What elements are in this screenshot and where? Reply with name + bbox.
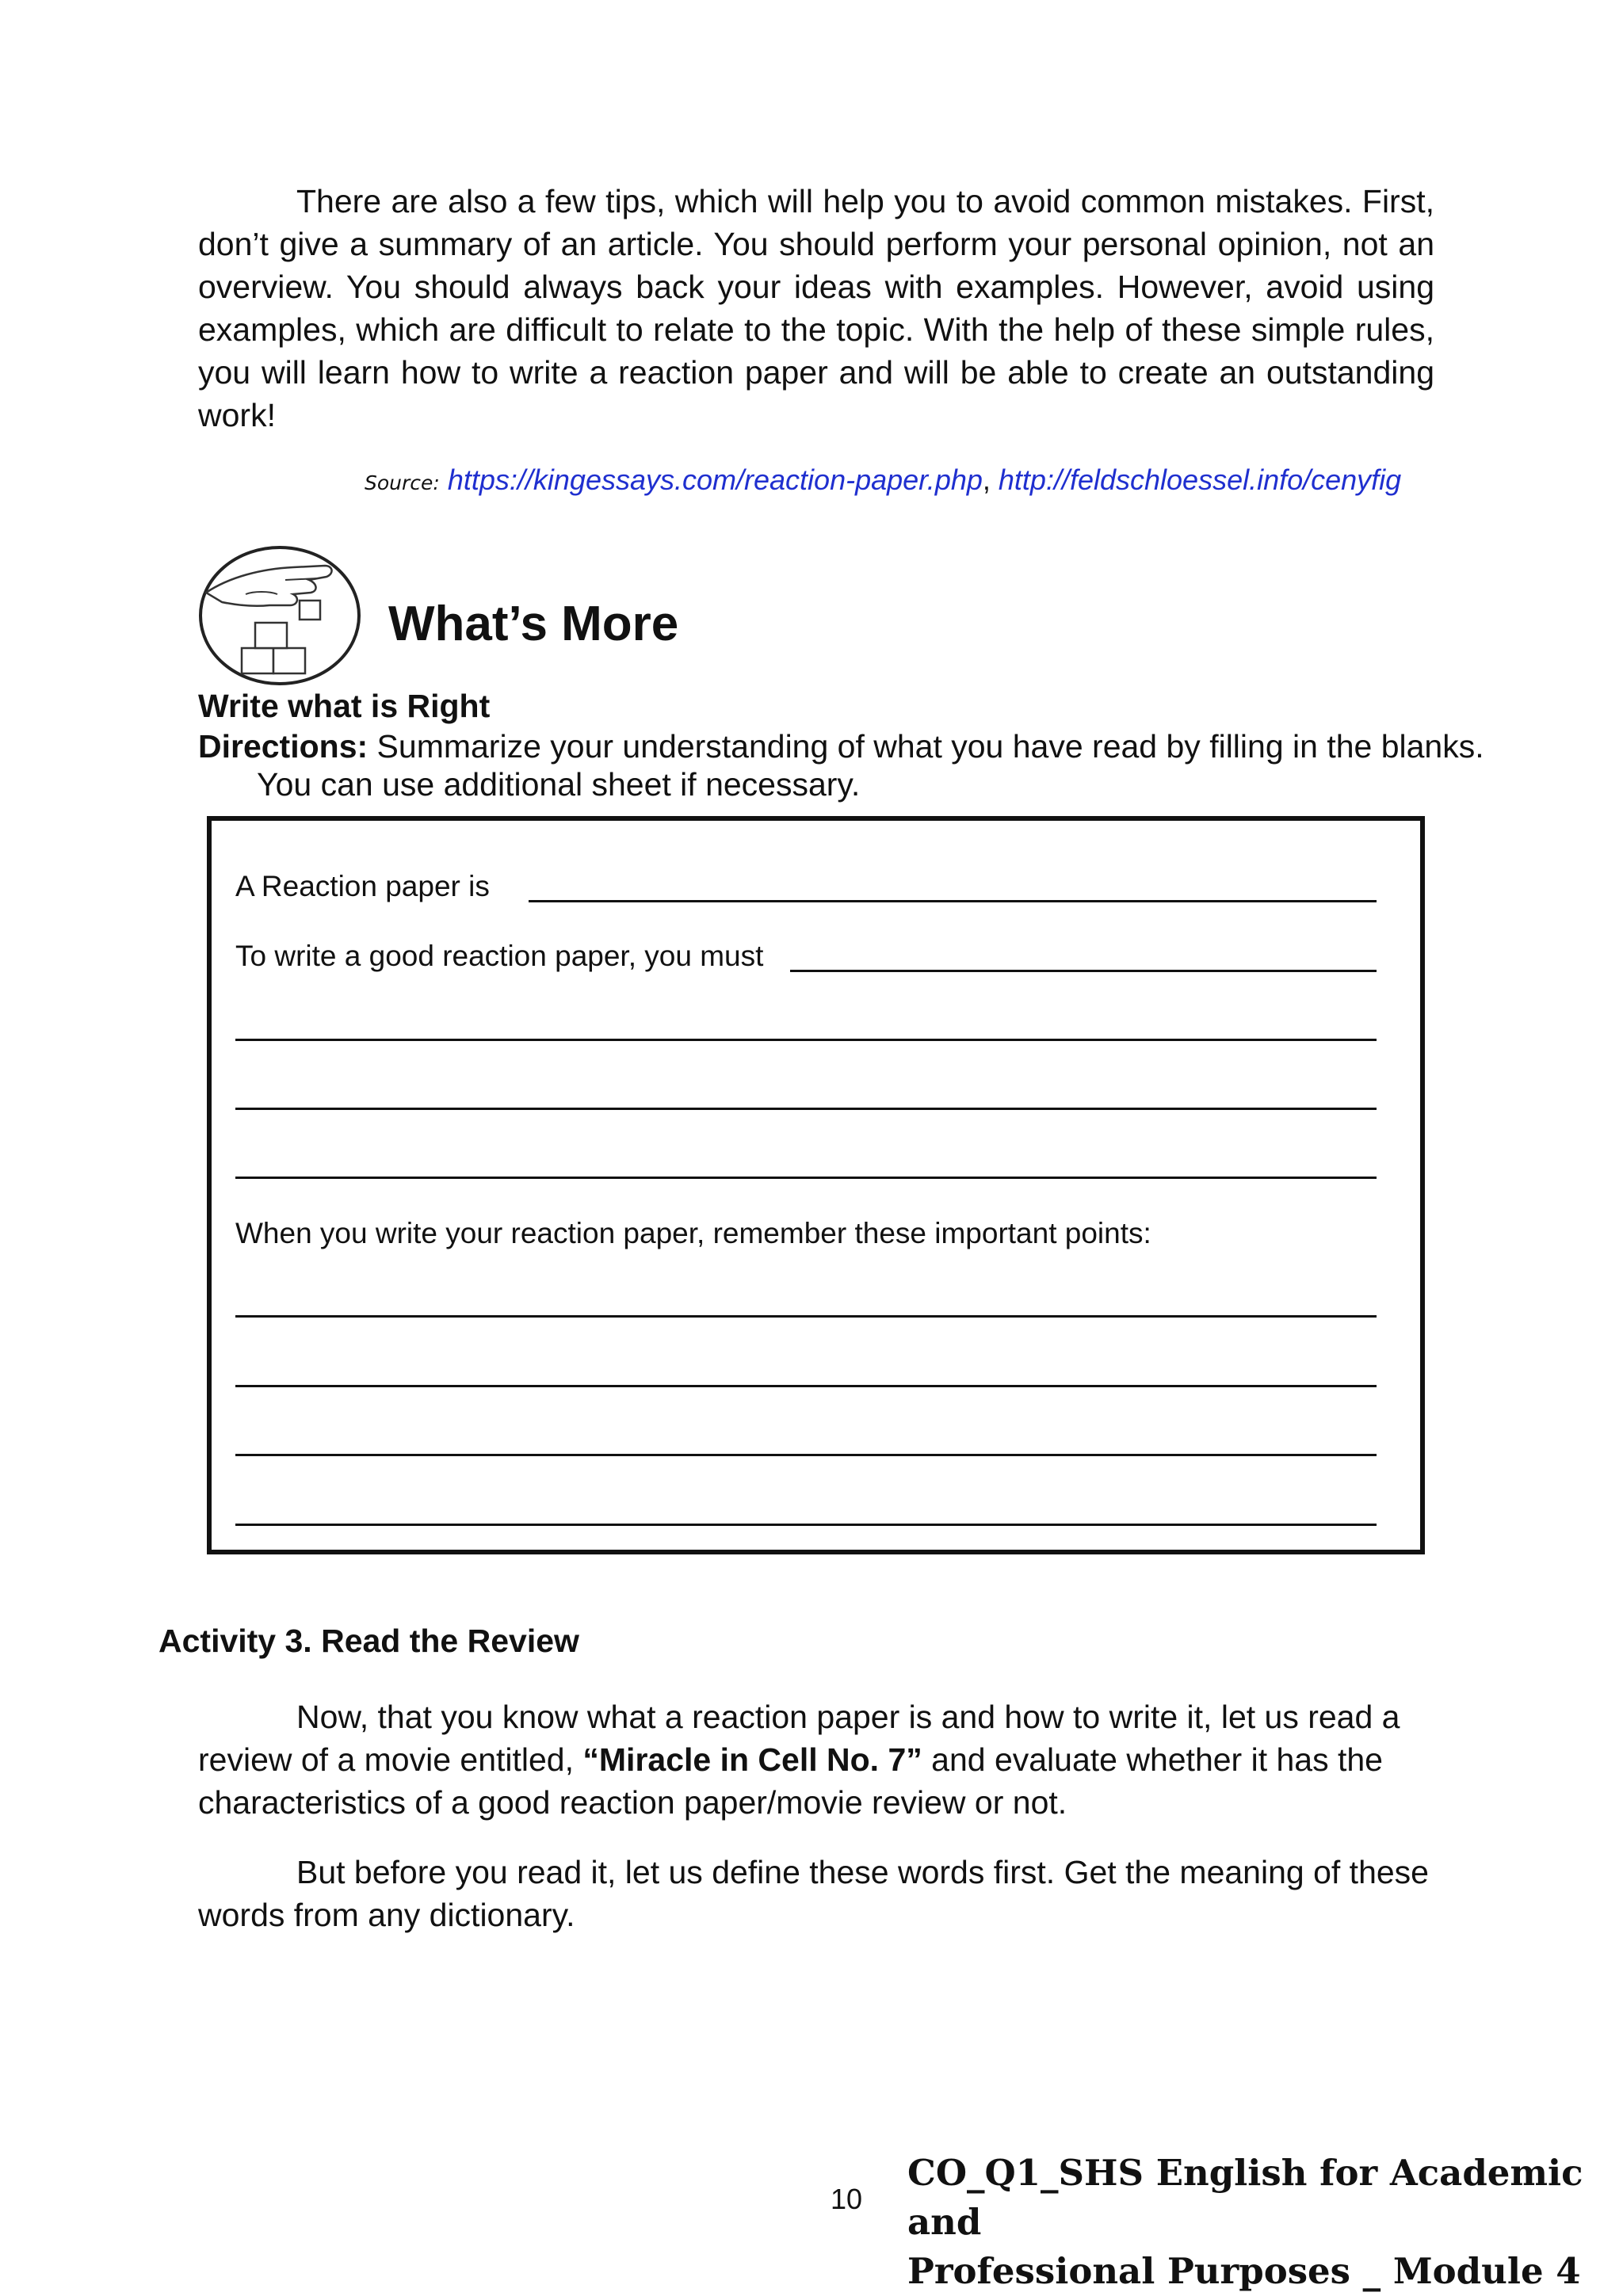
exercise-directions xyxy=(198,727,1514,803)
source-separator: , xyxy=(982,463,999,496)
source-citation xyxy=(365,463,1401,497)
section-title: What’s More xyxy=(388,597,679,651)
module-footer xyxy=(907,2149,1605,2296)
answer-blank-9[interactable] xyxy=(235,1524,1377,1526)
source-link-feldschloessel[interactable]: http://feldschloessel.info/cenyfig xyxy=(998,463,1402,496)
answer-blank-6[interactable] xyxy=(235,1315,1377,1318)
hand-stacking-blocks-icon xyxy=(198,545,366,686)
exercise-title: Write what is Right xyxy=(198,688,491,724)
module-line-2: Professional Purposes _ Module 4 xyxy=(907,2250,1581,2292)
page-number: 10 xyxy=(831,2183,863,2215)
fill-in-box xyxy=(207,816,1425,1554)
answer-blank-3[interactable] xyxy=(235,1039,1377,1041)
activity-title: Activity 3. Read the Review xyxy=(158,1623,579,1659)
prompt-write-good: To write a good reaction paper, you must xyxy=(235,940,773,973)
activity-para1-after: and evaluate whether it has the characteristics of a good reaction paper/movie review or not. xyxy=(198,1741,1383,1821)
activity-para1-before: Now, that you know what a reaction paper is and how to write it, let us read a review of a movie entitled, xyxy=(198,1699,1400,1778)
answer-blank-4[interactable] xyxy=(235,1108,1377,1110)
answer-blank-8[interactable] xyxy=(235,1454,1377,1456)
directions-label: Directions: xyxy=(198,728,369,765)
directions-line2: You can use additional sheet if necessary. xyxy=(257,766,861,803)
directions-line1: Summarize your understanding of what you have read by filling in the blanks. xyxy=(368,728,1484,765)
prompt-important-points: When you write your reaction paper, remember these important points: xyxy=(235,1217,1161,1250)
prompt-reaction-paper: A Reaction paper is xyxy=(235,870,499,903)
movie-title: “Miracle in Cell No. 7” xyxy=(582,1741,922,1778)
source-link-kingessays[interactable]: https://kingessays.com/reaction-paper.php xyxy=(447,463,983,496)
answer-blank-1[interactable] xyxy=(529,900,1377,902)
answer-blank-5[interactable] xyxy=(235,1177,1377,1179)
source-label: Source: xyxy=(365,471,440,494)
intro-paragraph: There are also a few tips, which will help you to avoid common mistakes. First, don’t give a summary of an article. You should perform your personal opinion, not an overview. You should always back your ideas with examples. However, avoid using examples, which are difficult to relate to the topic. With the help of these simple rules, you will learn how to write a reaction paper and will be able to create an outstanding work! xyxy=(198,183,1434,433)
activity-paragraph-2: But before you read it, let us define these words first. Get the meaning of these words from any dictionary. xyxy=(198,1854,1429,1933)
answer-blank-2[interactable] xyxy=(790,970,1377,972)
answer-blank-7[interactable] xyxy=(235,1385,1377,1387)
module-line-1: CO_Q1_SHS English for Academic and xyxy=(907,2152,1583,2243)
activity-paragraph-1 xyxy=(198,1695,1434,1824)
